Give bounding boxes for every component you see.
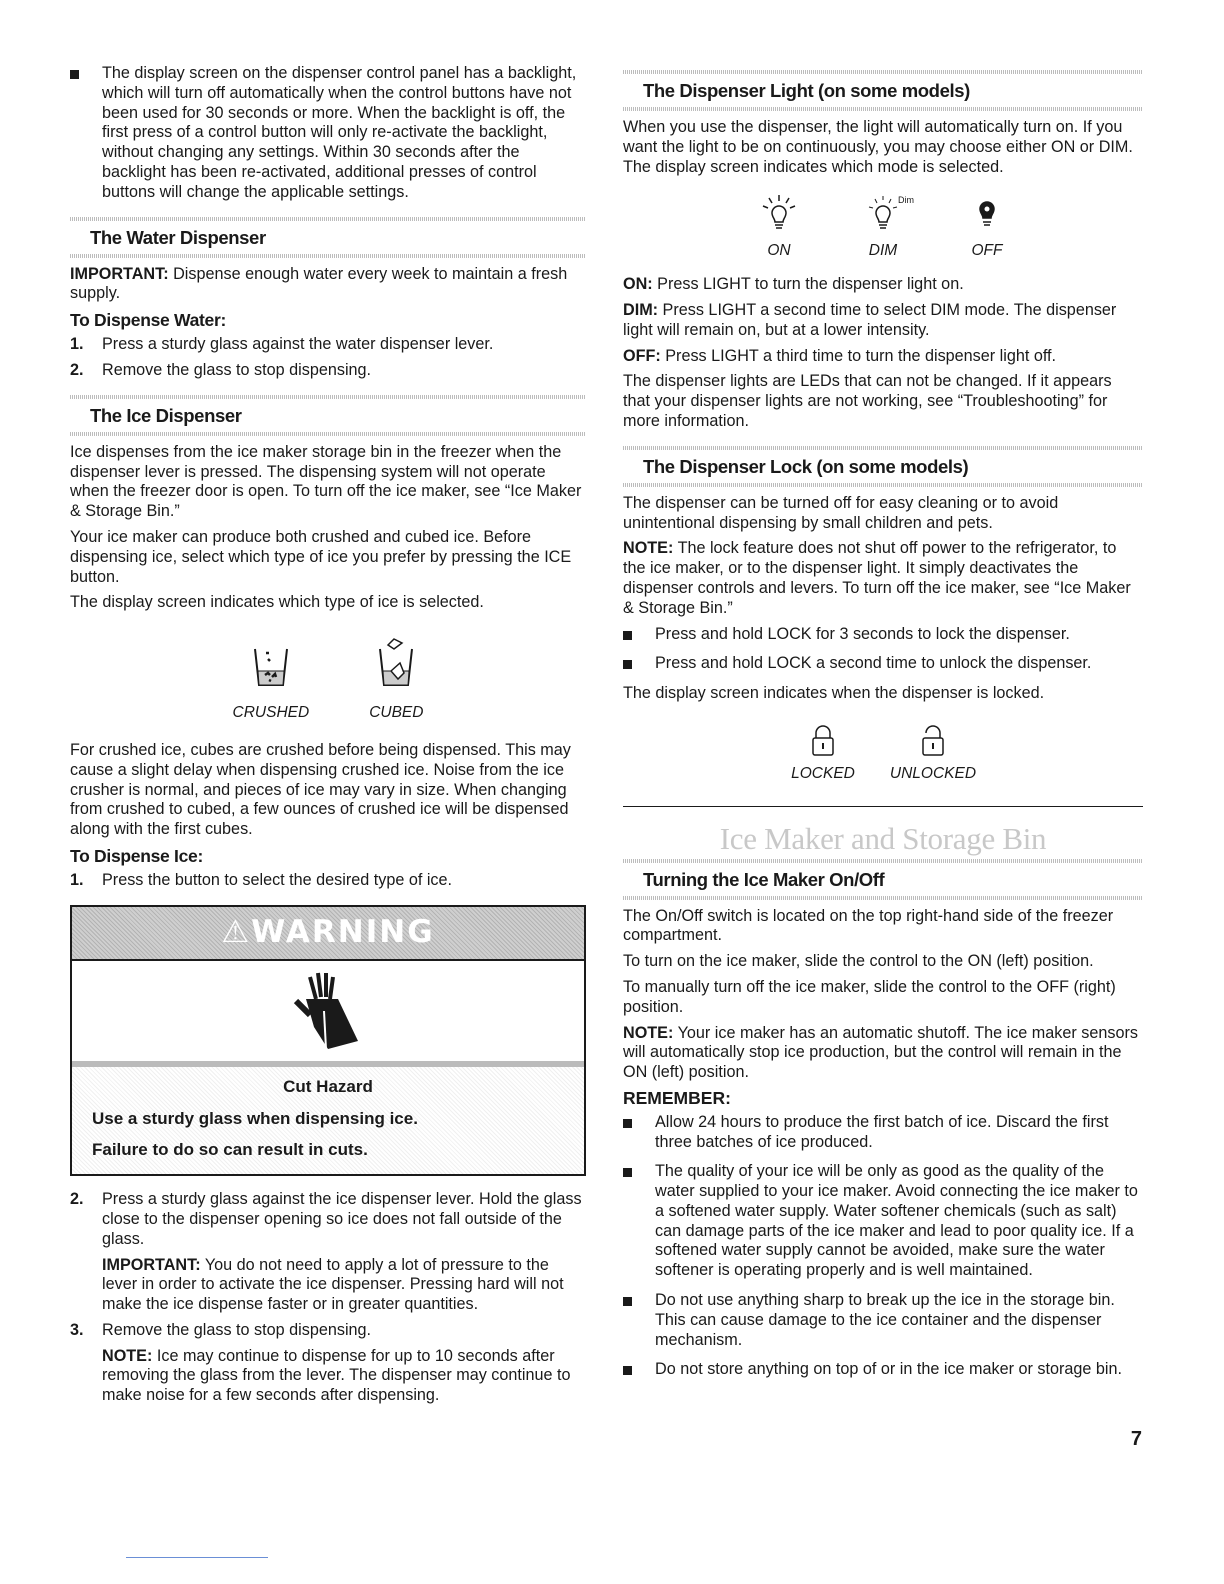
important-label: IMPORTANT: xyxy=(102,1255,201,1274)
crushed-ice-icon xyxy=(246,635,296,693)
step-number: 1. xyxy=(70,335,84,354)
step-note xyxy=(102,1347,586,1406)
water-dispenser-heading: The Water Dispenser xyxy=(70,217,586,253)
water-steps xyxy=(70,335,586,381)
light-on-icon xyxy=(759,193,799,233)
section-divider xyxy=(623,806,1143,807)
left-column xyxy=(70,64,586,1412)
water-important-text: Dispense enough water every week to maintain a fresh supply. xyxy=(70,264,568,303)
dispenser-light-heading: The Dispenser Light (on some models) xyxy=(623,70,1143,106)
ice-maker-section-title: Ice Maker and Storage Bin xyxy=(719,820,1047,856)
off-description xyxy=(623,347,1143,367)
dim-description xyxy=(623,301,1143,341)
crushed-option xyxy=(233,635,310,723)
cubed-ice-icon xyxy=(371,635,421,693)
remember-bullet: The quality of your ice will be only as good as the quality of the water supplied to your ice maker. Avoid connecting the ice maker to a softened water supply. Water softener chemicals (such as salt) can damage parts of the ice maker and lead to poor quality ice. If a softened water supply cannot be avoided, make sure the water softener is operating properly and is well maintained. xyxy=(623,1162,1143,1281)
step-number: 3. xyxy=(70,1320,84,1339)
ice-step xyxy=(70,1190,586,1315)
lock-note-text: The lock feature does not shut off power to the refrigerator, to the ice maker, or to the dispenser light. It simply deactivates the dispenser controls and levers. To turn off the ice maker, see “Ice Maker & Storage Bin.” xyxy=(623,539,1131,617)
right-column xyxy=(623,64,1143,1390)
onoff-note xyxy=(623,1024,1143,1083)
step-text: Press a sturdy glass against the water dispenser lever. xyxy=(102,335,494,354)
light-dim-option xyxy=(852,193,914,261)
ice-maker-onoff-heading: Turning the Ice Maker On/Off xyxy=(623,859,1143,895)
light-paragraph-1: When you use the dispenser, the light will automatically turn on. If you want the light to be on continuously, you may choose either ON or DIM. The display screen indicates which mode is selected. xyxy=(623,118,1133,176)
ice-type-icons xyxy=(70,635,586,723)
ice-steps-first xyxy=(70,871,586,891)
light-dim-icon xyxy=(863,193,903,233)
dim-desc-label: DIM: xyxy=(623,300,659,319)
water-important-label: IMPORTANT: xyxy=(70,264,169,283)
locked-label: LOCKED xyxy=(791,764,855,782)
warning-body xyxy=(72,1067,584,1174)
ice-paragraph-2: Your ice maker can produce both crushed and cubed ice. Before dispensing ice, select which type of ice you prefer by pressing the ICE button. xyxy=(70,527,572,586)
page-number: 7 xyxy=(1130,1428,1142,1450)
dispenser-lock-heading: The Dispenser Lock (on some models) xyxy=(623,446,1143,482)
warning-hazard: Cut Hazard xyxy=(283,1076,373,1096)
intro-bullet-list xyxy=(70,64,586,203)
off-label: OFF xyxy=(971,242,1003,260)
ice-steps-rest xyxy=(70,1190,586,1406)
warning-line-1: Use a sturdy glass when dispensing ice. xyxy=(92,1108,418,1128)
off-desc-text: Press LIGHT a third time to turn the dispenser light off. xyxy=(660,346,1057,365)
remember-bullet: Do not store anything on top of or in the ice maker or storage bin. xyxy=(623,1360,1143,1380)
warning-line-2: Failure to do so can result in cuts. xyxy=(92,1140,368,1160)
dim-icon-text: Dim xyxy=(898,195,914,206)
light-off-icon xyxy=(967,193,1007,233)
onoff-note-text: Your ice maker has an automatic shutoff. The ice maker sensors will automatically stop ice production, but the control will remain in the ON (left) position. xyxy=(623,1023,1138,1082)
lock-note xyxy=(623,539,1143,618)
lock-note-label: NOTE: xyxy=(623,539,674,558)
onoff-paragraph-2: To turn on the ice maker, slide the control to the ON (left) position. xyxy=(623,952,1094,971)
step-text: Press a sturdy glass against the ice dispenser lever. Hold the glass close to the dispenser opening so ice does not fall outside of the glass. xyxy=(102,1190,582,1248)
ice-paragraph-1: Ice dispenses from the ice maker storage bin in the freezer when the dispenser lever is pressed. The dispensing system will not operate when the freezer door is open. To turn off the ice maker, see “Ice Maker & Storage Bin.” xyxy=(70,442,582,521)
light-mode-icons xyxy=(623,193,1143,261)
step-text: Remove the glass to stop dispensing. xyxy=(102,1320,372,1339)
step-number: 2. xyxy=(70,1190,84,1209)
water-step xyxy=(70,361,586,381)
onoff-paragraph-3: To manually turn off the ice maker, slide the control to the OFF (right) position. xyxy=(623,977,1116,1016)
dim-label: DIM xyxy=(868,242,898,260)
lock-bullet-list xyxy=(623,625,1143,675)
remember-bullet-list xyxy=(623,1113,1143,1381)
onoff-note-label: NOTE: xyxy=(623,1023,674,1042)
cut-hand-icon xyxy=(288,971,368,1051)
ice-dispenser-heading: The Ice Dispenser xyxy=(70,395,586,431)
water-step xyxy=(70,335,586,355)
warning-title: ⚠WARNING xyxy=(72,907,584,959)
off-desc-label: OFF: xyxy=(623,346,661,365)
crushed-label: CRUSHED xyxy=(232,704,310,722)
cubed-label: CUBED xyxy=(369,704,424,722)
step-text: Press the button to select the desired type of ice. xyxy=(102,870,453,889)
intro-bullet: The display screen on the dispenser control panel has a backlight, which will turn off automatically when the control buttons have not been used for 30 seconds or more. When the backlight is off, the first press of a control button will only re-activate the backlight, without changing any settings. Within 30 seconds after the backlight has been re-activated, additional presses of control buttons will change the applicable settings. xyxy=(70,64,586,203)
water-important xyxy=(70,265,586,305)
remember-bullet: Allow 24 hours to produce the first batch of ice. Discard the first three batches of ice produced. xyxy=(623,1113,1143,1153)
ice-paragraph-3: The display screen indicates which type of ice is selected. xyxy=(70,593,484,612)
ice-step xyxy=(70,1321,586,1406)
lock-bullet: Press and hold LOCK for 3 seconds to lock the dispenser. xyxy=(623,625,1143,645)
ice-sub-heading: To Dispense Ice: xyxy=(70,845,203,866)
footer-line xyxy=(126,1557,268,1558)
lock-bullet: Press and hold LOCK a second time to unlock the dispenser. xyxy=(623,654,1143,674)
remember-bullet: Do not use anything sharp to break up the ice in the storage bin. This can cause damage to the ice container and the dispenser mechanism. xyxy=(623,1291,1143,1350)
light-off-option xyxy=(956,193,1018,261)
step-number: 1. xyxy=(70,870,84,889)
lock-state-icons xyxy=(623,724,1143,784)
water-sub-heading: To Dispense Water: xyxy=(70,310,227,331)
locked-option xyxy=(788,724,858,784)
light-paragraph-2: The dispenser lights are LEDs that can not be changed. If it appears that your dispenser lights are not working, see “Troubleshooting” for more information. xyxy=(623,372,1112,430)
step-number: 2. xyxy=(70,360,84,379)
unlocked-icon xyxy=(921,724,945,758)
light-on-option xyxy=(748,193,810,261)
onoff-paragraph-1: The On/Off switch is located on the top right-hand side of the freezer compartment. xyxy=(623,906,1114,945)
note-text: Ice may continue to dispense for up to 10 seconds after removing the glass from the lever. The dispenser may continue to make noise for a few seconds after dispensing. xyxy=(102,1346,571,1405)
step-text: Remove the glass to stop dispensing. xyxy=(102,360,372,379)
important-text: You do not need to apply a lot of pressure to the lever in order to activate the ice dispenser. Pressing hard will not make the ice dispense faster or in greater quantities. xyxy=(102,1255,564,1314)
ice-step xyxy=(70,871,586,891)
unlocked-label: UNLOCKED xyxy=(889,764,977,782)
cubed-option xyxy=(369,635,423,723)
ice-paragraph-4: For crushed ice, cubes are crushed before being dispensed. This may cause a slight delay when dispensing crushed ice. Noise from the ice crusher is normal, and pieces of ice may vary in size. When changing from crushed to cubed, a few ounces of crushed ice will be dispensed along with the first cubes. xyxy=(70,740,571,839)
step-important xyxy=(102,1256,586,1315)
warning-pictogram xyxy=(72,959,584,1067)
dim-desc-text: Press LIGHT a second time to select DIM mode. The dispenser light will remain on, but at a lower intensity. xyxy=(623,300,1117,339)
unlocked-option xyxy=(888,724,978,784)
lock-paragraph-1: The dispenser can be turned off for easy cleaning or to avoid unintentional dispensing by small children and pets. xyxy=(623,493,1059,532)
remember-heading: REMEMBER: xyxy=(623,1087,731,1108)
note-label: NOTE: xyxy=(102,1346,153,1365)
on-label: ON xyxy=(767,242,791,260)
warning-box xyxy=(70,905,586,1176)
lock-paragraph-2: The display screen indicates when the dispenser is locked. xyxy=(623,684,1045,703)
on-description xyxy=(623,275,1143,295)
on-desc-label: ON: xyxy=(623,275,653,294)
on-desc-text: Press LIGHT to turn the dispenser light on. xyxy=(652,275,964,294)
locked-icon xyxy=(811,724,835,758)
